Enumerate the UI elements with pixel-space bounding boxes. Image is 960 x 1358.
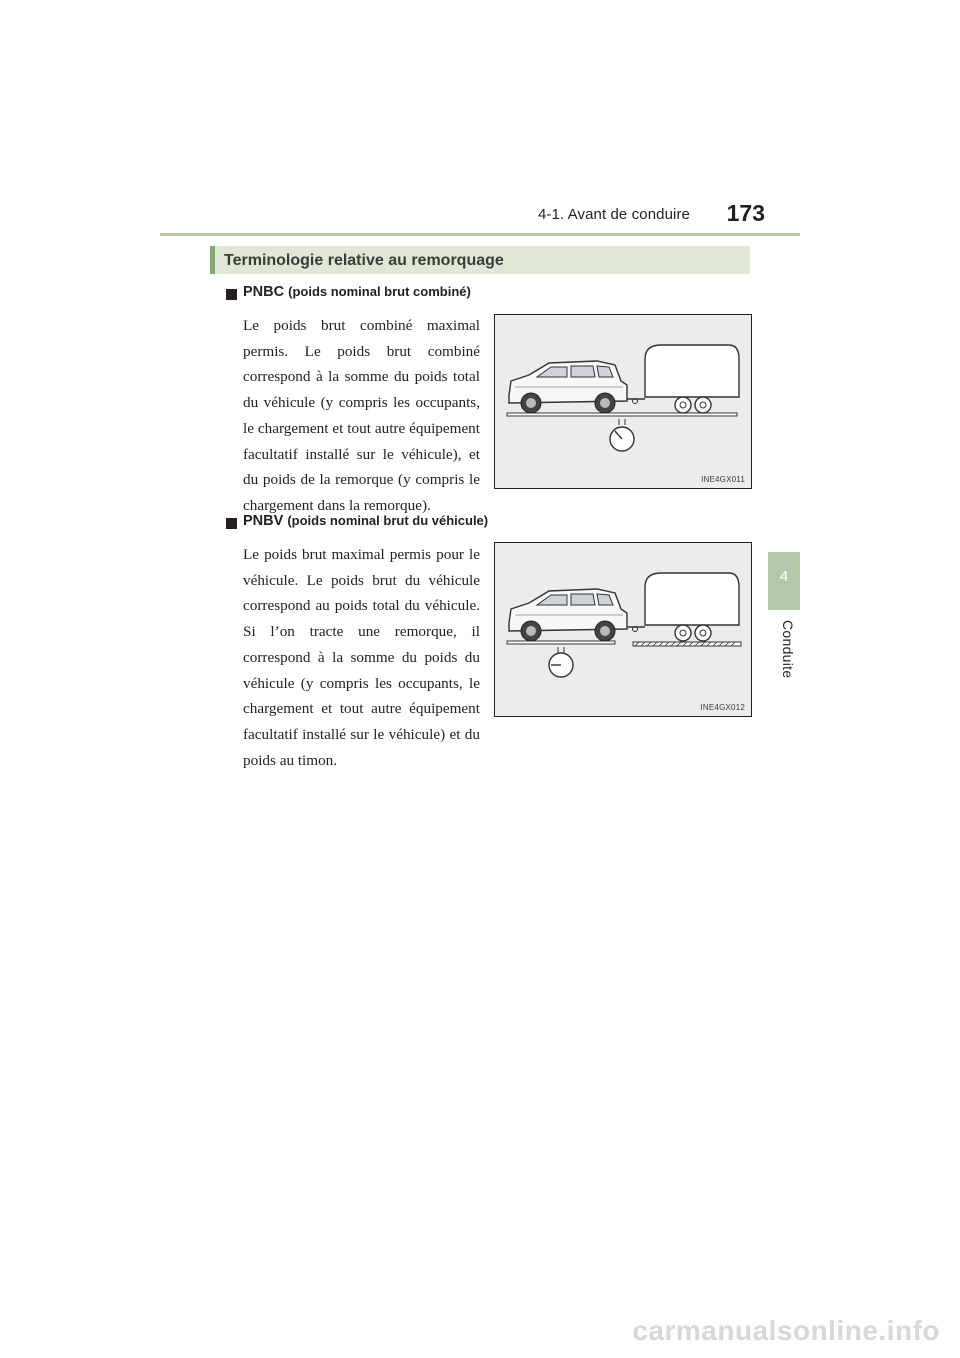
item-title-main: PNBV	[243, 513, 284, 529]
page-number: 173	[726, 200, 765, 226]
suv-trailer-scale-illustration	[495, 315, 751, 488]
item-body-pnbv: Le poids brut maximal permis pour le véhicule. Le poids brut du véhicule correspond au poids total du véhicule. Si l’on tracte une remorque, il correspond à la somme du poids du véhicule (y compris les occupants, le chargement et tout autre équipement facultatif installé sur le véhicule) et du poids au timon.	[243, 546, 480, 769]
figure-code: INE4GX011	[701, 475, 745, 484]
figure-pnbv	[494, 542, 752, 717]
item-body-pnbc: Le poids brut combiné maximal permis. Le poids brut combiné correspond à la somme du poids total du véhicule (y compris les occupants, le chargement et tout autre équipement facultatif installé sur le véhicule), et du poids de la remorque (y compris le chargement dans la remorque).	[243, 317, 480, 514]
watermark: carmanualsonline.info	[632, 1315, 940, 1346]
chapter-tab-number: 4	[779, 568, 789, 585]
figure-code: INE4GX012	[700, 703, 745, 712]
item-title-sub: (poids nominal brut combiné)	[288, 284, 471, 299]
bullet-square-icon	[226, 518, 237, 529]
section-heading: Terminologie relative au remorquage	[224, 252, 504, 269]
bullet-square-icon	[226, 289, 237, 300]
item-title-pnbv	[243, 513, 488, 529]
running-head: 4-1. Avant de conduire	[537, 206, 690, 223]
item-title-pnbc	[243, 284, 471, 300]
section-heading-accent	[210, 246, 215, 274]
item-title-sub: (poids nominal brut du véhicule)	[287, 513, 489, 528]
header-rule	[160, 233, 800, 236]
figure-pnbc	[494, 314, 752, 489]
chapter-tab-label: Conduite	[780, 620, 796, 679]
suv-tongue-weight-scale-illustration	[495, 543, 751, 716]
item-title-main: PNBC	[243, 284, 285, 300]
